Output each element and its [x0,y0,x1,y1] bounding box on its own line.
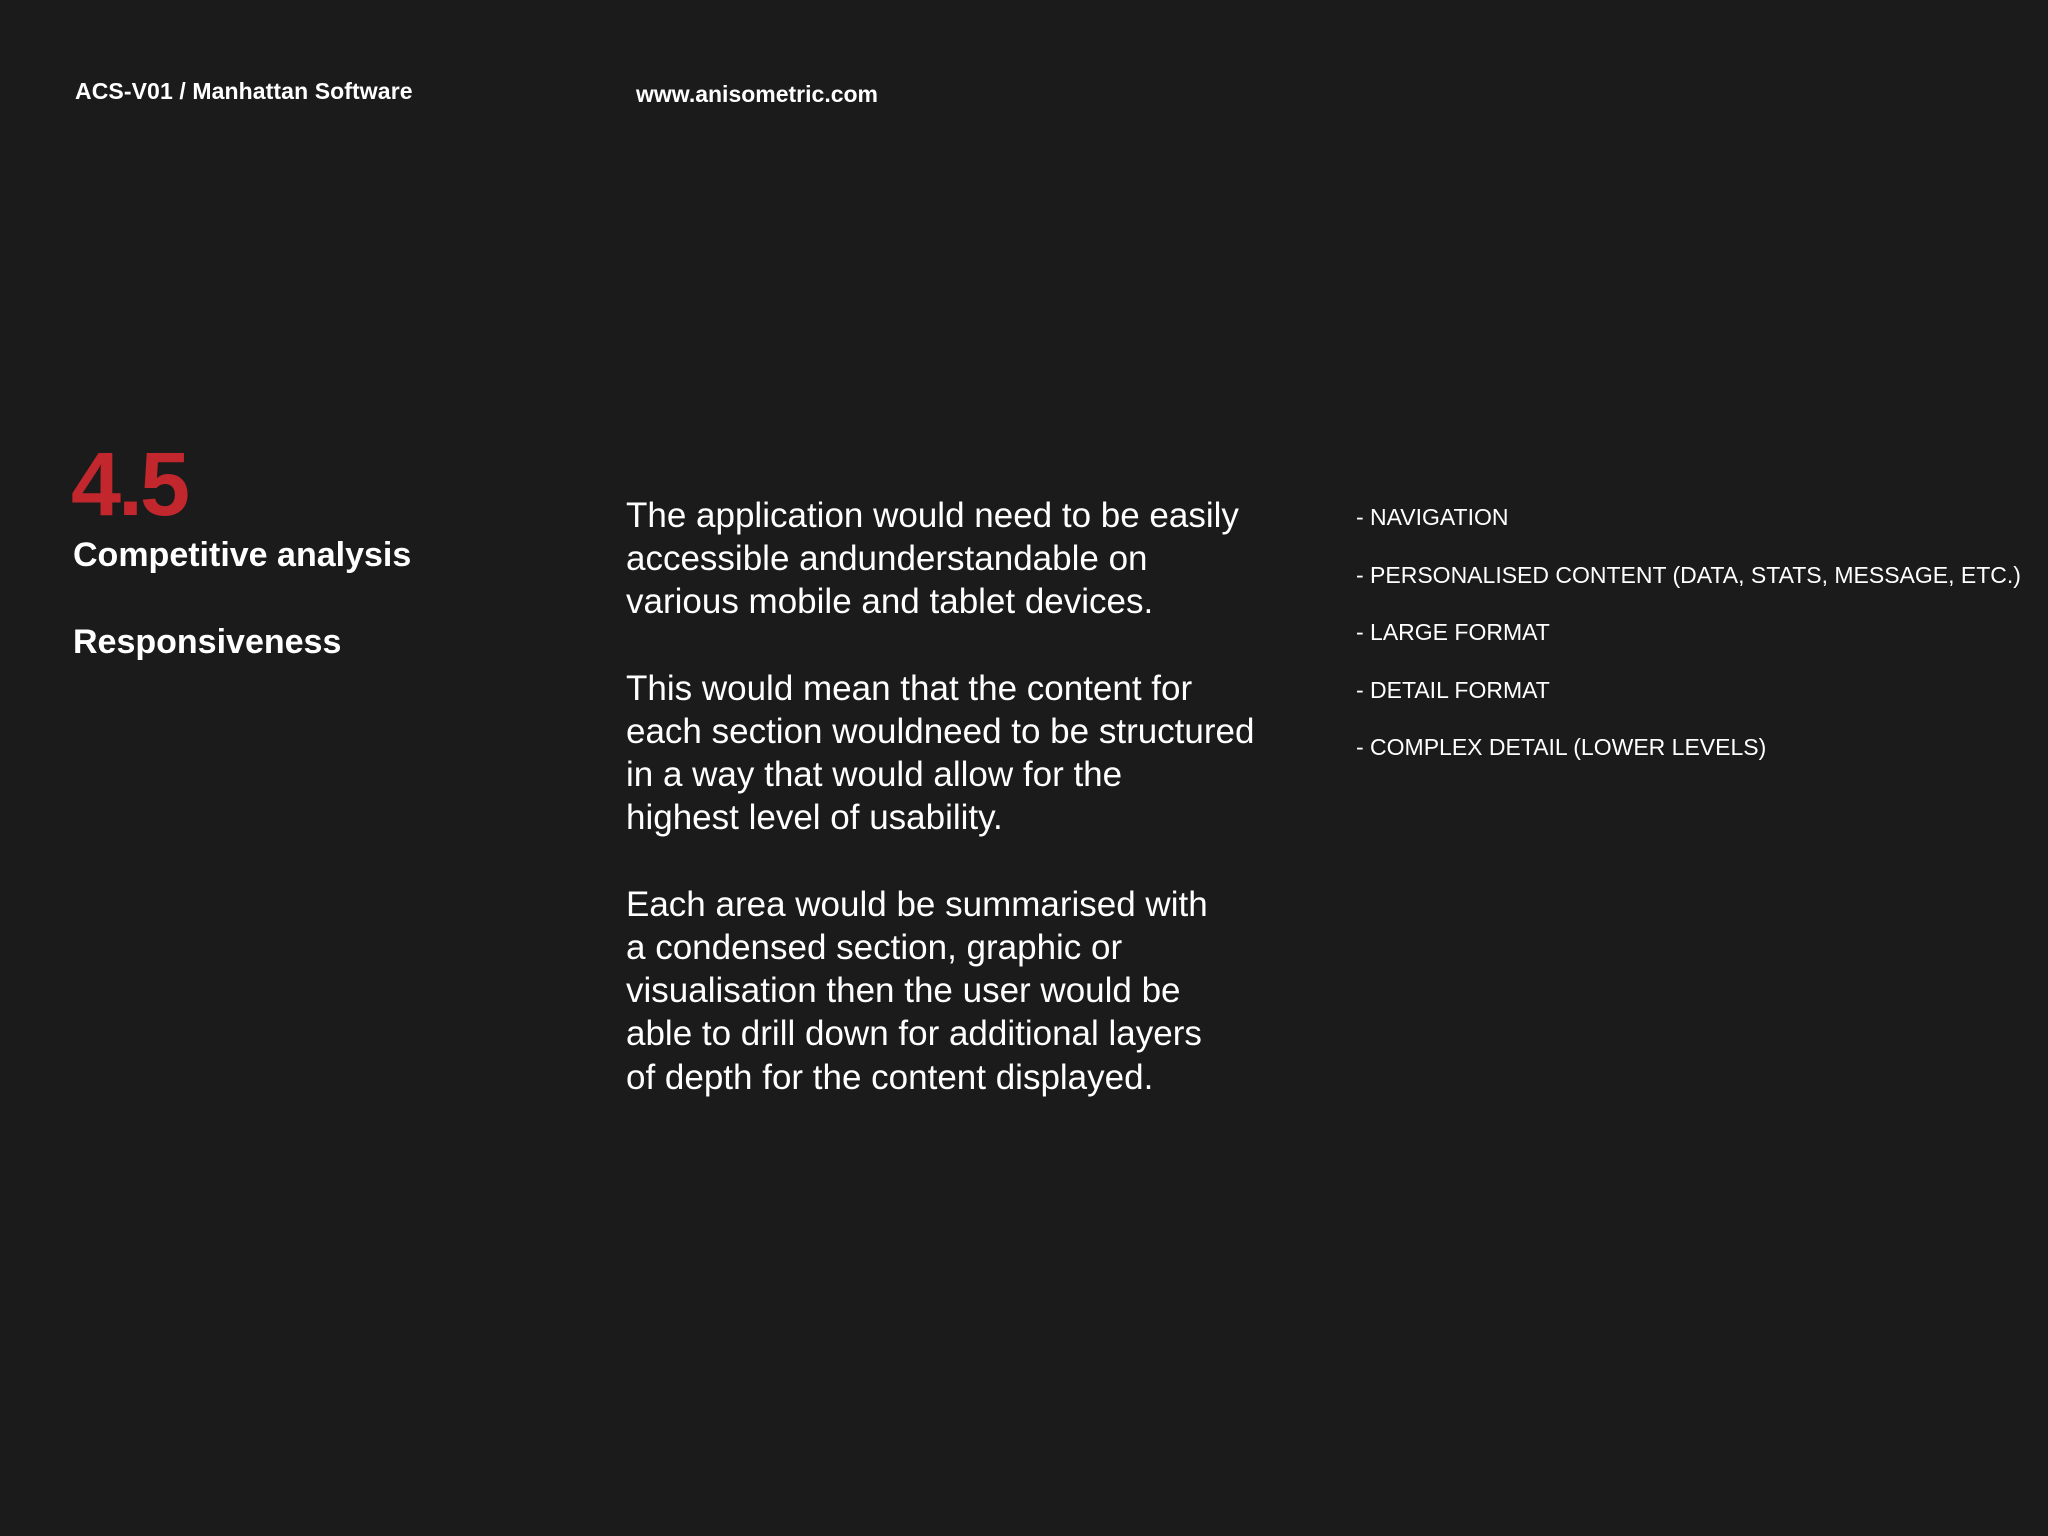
website-link[interactable]: www.anisometric.com [636,81,878,107]
feature-item-complex-detail: - COMPLEX DETAIL (LOWER LEVELS) [1356,734,1767,760]
feature-item-detail-format: - DETAIL FORMAT [1356,676,1550,703]
feature-item-personalised-content: - PERSONALISED CONTENT (DATA, STATS, MESSAGE, ETC.) [1356,561,2021,588]
section-title: Competitive analysis [73,536,412,574]
feature-item-navigation: - NAVIGATION [1356,504,1509,530]
feature-item-large-format: - LARGE FORMAT [1356,619,1550,645]
body-text [626,494,1266,1142]
body-paragraph: Each area would be summarised with a condensed section, graphic or visualisation then the user would be able to drill down for additional layers of depth for the content displayed. [626,884,1208,1097]
feature-list [1356,499,2021,787]
body-paragraph: This would mean that the content for each section wouldneed to be structured in a way that would allow for the highest level of usability. [626,668,1255,838]
document-id: ACS-V01 / Manhattan Software [75,78,413,104]
section-number: 4.5 [71,435,188,535]
section-subtitle: Responsiveness [73,623,342,661]
body-paragraph: The application would need to be easily accessible andunderstandable on various mobile and tablet devices. [626,496,1239,622]
